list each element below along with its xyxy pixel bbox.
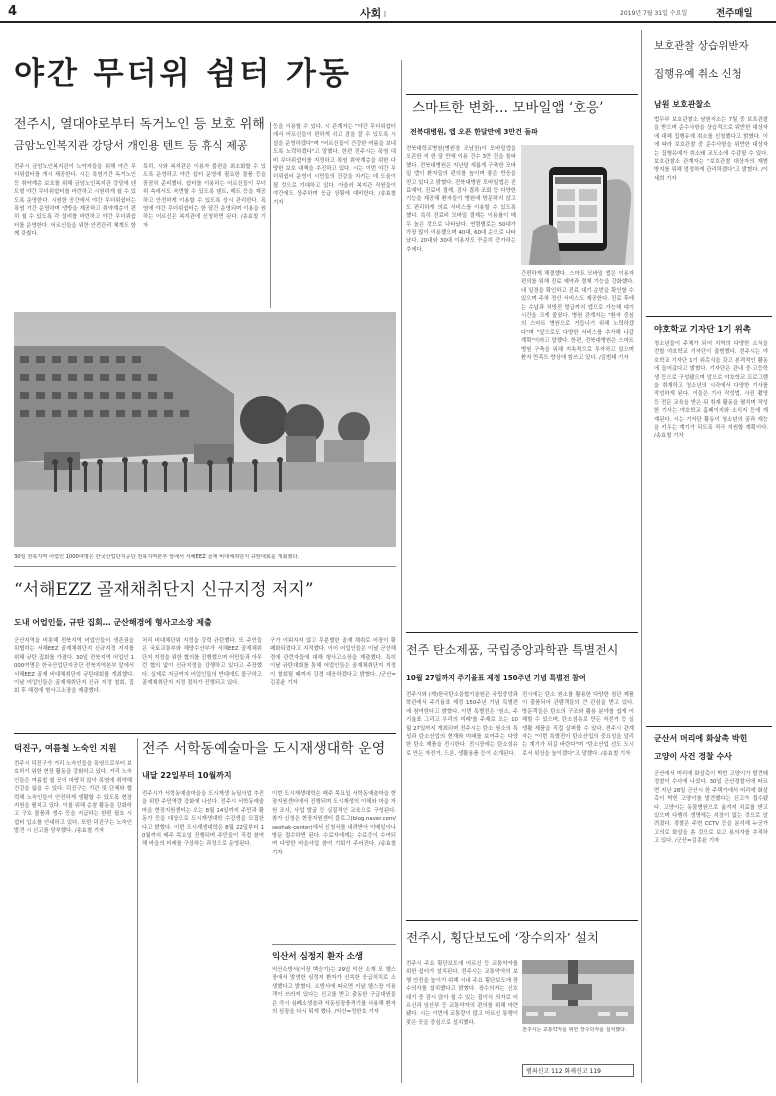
market-divider: [137, 738, 138, 1083]
market-body: 전주시 덕진구가 거리 노숙인들을 폭염으로부터 보호하기 위한 현장 활동을 강화하고 있다. 거리 노숙인들은 여름철 쉴 곳이 마땅치 않아 폭염에 취약해 건강을 잃을 수 있다. 덕진구는 기관 및 단체와 협력해 노숙인들이 안전하게 생활할 수 있도록 현장 지원을 펼치고 있다. 이를 위해 순찰 활동을 강화하고 구호 물품과 생수 등을 지급하는 한편 필요 시 쉼터 입소를 안내하고 있다. 또한 덕진구는 노숙인 발견 시 신고를 당부했다. /송효철 기자: [14, 761, 132, 835]
science-body-col1: 전주시와 (재)한국탄소융합기술원은 국립중앙과학관에서 주기율표 제정 150주년 기념 특별전에 참여한다고 밝혔다. 이번 특별전은 '원소, 주기율표 그리고 우리의 미래'를 주제로 오는 10월 27일까지 개최되며 전주시는 탄소 원소의 특성과 탄소산업의 현재와 미래를 보여주는 다양한 탄소 제품을 전시한다. 전시장에는 탄소섬유로 만든 자전거, 드론, 생활용품 등이 소개된다.: [406, 692, 518, 757]
right-rule-2: [646, 726, 772, 727]
section-name: 사회: [360, 7, 382, 20]
main-body-col3: 등을 이용할 수 있다. 시 관계자는 "야간 무더위쉼터에서 어르신들이 편하게 쉬고 잠을 잘 수 있도록 시설을 운영하겠다"며 "어르신들이 건강한 여름을 보내도록 노력하겠다"고 말했다. 한편 전주시는 폭염 대비 무더위쉼터를 지정하고 폭염 취약계층을 위한 다양한 보호 대책을 추진하고 있다. 시는 이번 야간 무더위쉼터 운영이 시민들의 건강을 지키는 데 도움이 될 것으로 기대하고 있다. 아울러 복지관 직원들이 야간에도 상주하며 응급 상황에 대비한다. /송효철 기자: [273, 124, 396, 206]
science-subheadline: 10월 27일까지 주기율표 제정 150주년 기념 특별전 참여: [406, 674, 586, 682]
caption-rule: [14, 566, 396, 567]
heat-headline: 익산서 심정지 환자 소생: [272, 952, 363, 962]
section-label: 사회 I: [360, 7, 387, 20]
main-subheadline-1: 전주시, 열대야로부터 독거노인 등 보호 위해: [14, 117, 265, 132]
cultural-subheadline: 내달 22일부터 10월까지: [142, 771, 232, 780]
gunsan-headline: 군산서 머리에 화살촉 박힌: [654, 734, 748, 743]
main-subheadline-2: 금암노인복지관 강당서 개인용 텐트 등 휴식 제공: [14, 139, 248, 152]
main-photo-caption: 30일 전북지역 어업인 1000여명은 한국산업단지공단 전북지역본부 앞에서 서해EEZ 골재 비대체취단지 규탄대회를 개최했다.: [14, 554, 300, 560]
right-headline-1: 보호관찰 상습위반자: [654, 40, 749, 52]
school-headline: 야호학교 기자단 1기 위촉: [654, 325, 751, 335]
heat-top-rule: [272, 944, 396, 945]
right-rule-1: [646, 316, 772, 317]
center-divider: [401, 60, 402, 1083]
right-body: 법무부 보호관찰소 남원지소는 7월 중 보호관찰을 받으며 준수사항을 상습적으로 위반한 대상자에 대해 집행유예 취소를 신청했다고 밝혔다. 이에 따라 보호관찰 중 준수사항을 위반한 대상자는 집행유예가 취소돼 교도소에 수감될 수 있다. 보호관찰소 관계자는 "보호관찰 대상자의 재범 방지를 위해 엄정하게 관리하겠다"고 밝혔다. /이세희 기자: [654, 117, 768, 182]
ezz-body-col3: 구가 이뤄지지 않고 무분별한 골재 채취로 어장이 황폐화되었다고 지적했다. 이어 어업인들은 이날 군산해경에 관련자들에 대해 형사고소장을 제출했다. 특히 이날 규탄대회를 통해 어업인들은 골재채취단지 지정이 철회될 때까지 강경 대응하겠다고 밝혔다. /군산=김종윤 기자: [270, 638, 396, 687]
masthead-rule: [0, 21, 776, 23]
ezz-bottom-rule: [14, 733, 396, 734]
smart-body-col2: 간편하게 해결했다. 스마트 모바일 앱은 이용자 편의를 위해 진료 예약과 결제 기능을 강화했다. 내 일정을 확인하고 진료 대기 순번을 확인할 수 있으며 주차 정산 서비스도 제공한다. 진료 후에는 수납과 처방전 발급까지 앱으로 가능해 대기 시간을 크게 줄였다. 병원 관계자는 "환자 중심의 스마트 병원으로 거듭나기 위해 노력하겠다"며 "앞으로도 다양한 서비스를 추가해 나갈 계획"이라고 말했다. 한편, 전북대병원은 스마트 병원 구축을 위해 지속적으로 투자하고 있으며 환자 만족도 향상에 힘쓰고 있다. /김범태 기자: [521, 271, 634, 362]
emergency-footer: 범죄신고 112 화재신고 119: [522, 1064, 634, 1077]
main-body-col2: 특히, 시와 복지관은 이용자 불편을 최소화할 수 있도록 운영하고 야간 쉼터 운영에 필요한 물품 등을 꼼꼼히 준비했다. 쉼터를 이용하는 어르신들이 무더위 속에서도 숙면할 수 있도록 텐트, 매트 등을 제공하고 안전하게 이용할 수 있도록 상시 관리한다. 폭염에 야간 무더위쉼터는 한 달간 운영되며 이용을 원하는 어르신은 복지관에 신청하면 된다. /송효철 기자: [143, 164, 266, 229]
crosswalk-caption: 전주시는 교통약자를 위한 장수의자를 설치했다.: [522, 1027, 627, 1033]
issue-date: 2019년 7월 31일 수요일: [620, 10, 688, 17]
crosswalk-headline: 전주시, 횡단보도에 ‘장수의자’ 설치: [406, 930, 599, 945]
smart-subheadline: 전북대병원, 앱 오픈 한달만에 3만건 돌파: [410, 128, 538, 136]
science-body-col2: 전시에는 탄소 원소를 활용한 다양한 첨단 제품이 출품되어 관람객들의 큰 관심을 받고 있다. 방문객들은 탄소의 구조와 활용 분야를 쉽게 이해할 수 있으며, 탄소섬유로 만든 자전거 등 실생활 제품을 직접 살펴볼 수 있다. 전주시 관계자는 "이번 특별전이 탄소산업의 중요성을 알리는 계기가 되길 바란다"며 "탄소산업 선도 도시로서 위상을 높이겠다"고 말했다. /송효철 기자: [522, 692, 634, 757]
gunsan-subheadline: 고양이 사건 경찰 수사: [654, 752, 732, 761]
main-body-col1: 전주시 금암노인복지관이 노약자들을 위해 야간 무더위쉼터를 개시 제공한다. 시는 폭염기간 독거노인 등 취약계층 보호를 위해 금암노인복지관 강당에 텐트형 야간 무더위쉼터를 마련하고 시원하게 쉴 수 있도록 운영한다. 시원한 공간에서 야간 무더위쉼터는 폭염 기간 운영하며 냉방을 제공하고 취약계층이 편히 쉴 수 있도록 각 설비를 마련하고 야간 무더위쉼터를 운영한다. 어르신들을 위한 안전관리 체계도 함께 갖췄다.: [14, 164, 136, 238]
right-subheadline: 남원 보호관찰소: [654, 100, 711, 109]
ezz-body-col1: 군산지역을 비롯해 전북지역 어업인들이 생존권을 위협하는 서해EEZ 골재채취단지 신규지정 저지를 위해 규탄 집회를 가졌다. 30일 전북지역 어업인 1000여명은 한국산업단지공단 전북지역본부 앞에서 서해EEZ 골재 비대체취단지 규탄대회를 개최했다. 이날 어업인들은 골재채취단지 신규 지정 철회, 집회 후 해경에 형사고소장을 제출했다.: [14, 638, 134, 695]
crosswalk-body: 전주시 주요 횡단보도에 어르신 등 교통약자를 위한 쉼터가 설치된다. 전주시는 교통약자의 보행 안전을 높이기 위해 시내 주요 횡단보도에 장수의자를 설치했다고 밝혔다. 장수의자는 신호 대기 중 잠시 앉아 쉴 수 있는 접이식 의자로 어르신과 임산부 등 교통약자의 편의를 위해 마련됐다. 시는 이번에 교통량이 많고 어르신 통행이 잦은 곳을 중심으로 설치했다.: [406, 961, 518, 1026]
ezz-subheadline: 도내 어업인들, 규탄 집회… 군산해경에 형사고소장 제출: [14, 618, 212, 627]
smart-body-col1: 전북대학교병원(병원장 조남천)이 모바일앱을 오픈한 지 한 달 만에 이용 건수 3만 건을 돌파했다. 전북대병원은 지난달 새롭게 구축한 모바일 앱이 환자들의 편의를 높이며 좋은 반응을 얻고 있다고 밝혔다. 전북대병원 모바일앱은 진료예약, 진료비 결제, 검사 결과 조회 등 다양한 기능을 제공해 환자들이 병원에 방문하지 않고도 편리하게 의료 서비스를 이용할 수 있도록 했다. 특히 진료비 모바일 결제는 이용률이 매우 높은 것으로 나타났다. 연령별로는 50대가 가장 많이 이용했으며 40대, 60대 순으로 나타났다. 20대와 30대 이용자도 꾸준히 증가하는 추세다.: [406, 146, 516, 253]
cultural-body-col1: 전주시가 서학동예술마을을 도시재생 뉴딜사업 추진을 위한 주민역량 강화에 나선다. 전주시 서학동예술마을 현장지원센터는 오는 8월 14일까지 주민과 활동가 등을 대상으로 도시재생대학 수강생을 모집한다고 밝혔다. 이번 도시재생대학은 8월 22일부터 10월까지 매주 목요일 진행되며 주민들이 직접 참여해 마을의 미래를 구상하는 과정으로 운영된다.: [142, 791, 264, 848]
right-divider: [641, 30, 642, 1083]
main-photo: [14, 312, 396, 547]
smart-headline: 스마트한 변화… 모바일앱 ‘호응’: [412, 100, 604, 116]
smart-app-photo: [521, 145, 634, 265]
right-headline-2: 집행유예 취소 신청: [654, 68, 742, 80]
ezz-body-col2: 처리 비대체단위 지정을 강력 규탄했다. 또 주민들은 국토교통부와 해양수산부가 서해EEZ 골재채취단지 지정을 위한 협의를 진행했으며 어민들과 아무런 협의 없이 신규지정을 강행하고 있다고 주장했다. 실제로 지금까지 어업인들의 반대에도 불구하고 골재채취단지 지정 절차가 진행되고 있다.: [142, 638, 262, 687]
main-headline: 야간 무더위 쉼터 가동: [14, 56, 352, 92]
cultural-body-col2: 이번 도시재생대학은 매주 목요일 서학동예술마을 현장지원센터에서 진행되며 도시재생의 이해와 마을 자원 조사, 사업 발굴 등 실질적인 교육으로 구성된다. 참가 신청은 현장지원센터 블로그(blog.naver.com/seohak-center)에서 신청서를 내려받아 이메일이나 방문 접수하면 된다. 수료자에게는 수료증이 수여되며 다양한 마을사업 참여 기회가 주어진다. /송효철 기자: [272, 791, 396, 856]
crosswalk-photo: [522, 960, 634, 1024]
paper-name: 전주매일: [716, 8, 753, 19]
page-number: 4: [8, 4, 18, 19]
science-headline: 전주 탄소제품, 국립중앙과학관 특별전시: [406, 643, 619, 657]
school-body: 청소년들이 주체가 되어 지역의 다양한 소식을 전할 야호학교 기자단이 출범했다. 전주시는 야호학교 기자단 1기 위촉식을 갖고 본격적인 활동에 들어갔다고 밝혔다. 기자단은 관내 중·고등학생 등으로 구성됐으며 앞으로 야호학교 프로그램을 취재하고 청소년의 시각에서 다양한 기사를 작성하게 된다. 이들은 기사 작성법, 사진 촬영 등 전문 교육을 받은 뒤 취재 활동을 펼치며 작성한 기사는 야호학교 홈페이지와 소식지 등에 게재된다. 시는 기자단 활동이 청소년의 꿈과 재능을 키우는 계기가 되도록 적극 지원할 계획이다. /송효철 기자: [654, 341, 768, 440]
smart-bottom-rule: [406, 632, 638, 633]
gunsan-body: 군산에서 머리에 화살촉이 박힌 고양이가 발견돼 경찰이 수사에 나섰다. 30일 군산경찰서에 따르면 지난 28일 군산시 한 주택가에서 머리에 화살촉이 박힌 고양이를 발견했다는 신고가 접수됐다. 고양이는 동물병원으로 옮겨져 치료를 받고 있으며 다행히 생명에는 지장이 없는 것으로 알려졌다. 경찰은 주변 CCTV 등을 분석해 누군가 고의로 화살을 쏜 것으로 보고 용의자를 추적하고 있다. /군산=김종윤 기자: [654, 771, 768, 845]
ezz-headline: “서해EZZ 골재채취단지 신규지정 저지”: [14, 580, 314, 600]
science-bottom-rule: [406, 920, 638, 921]
market-headline: 덕진구, 여름철 노숙인 지원: [14, 744, 117, 754]
heat-body: 익산소방서(서장 백승기)는 29일 익산 소재 모 헬스장에서 발생한 심정지 환자가 신속한 응급처치로 소생했다고 밝혔다. 소방서에 따르면 이날 헬스장 이용객이 쓰러져 있다는 신고를 받고 출동한 구급대원들은 즉시 심폐소생술과 자동심장충격기를 사용해 환자의 심장을 다시 뛰게 했다. /익산=정한호 기자: [272, 967, 396, 1016]
main-column-divider: [270, 122, 271, 308]
cultural-headline: 전주 서학동예술마을 도시재생대학 운영: [142, 741, 386, 757]
